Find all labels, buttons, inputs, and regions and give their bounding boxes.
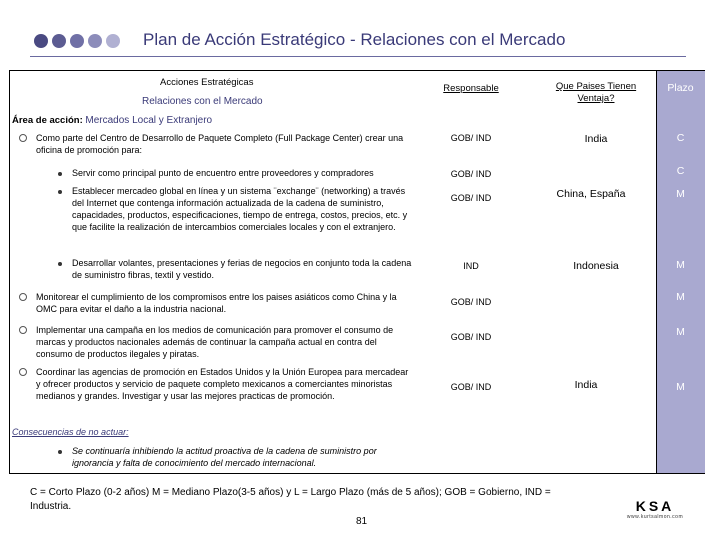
logo-subtext: www.kurtsalmon.com xyxy=(626,514,684,520)
table-row-responsable: GOB/ IND xyxy=(450,332,492,342)
table-row-pais: India xyxy=(584,133,608,145)
area-value: Mercados Local y Extranjero xyxy=(85,115,213,126)
consequences-text: Se continuaría inhibiendo la actitud proactiva de la cadena de suministro por ignorancia y falta de conocimiento del mercado internacional. xyxy=(72,446,377,468)
header-dot xyxy=(70,34,84,48)
row-marker-icon xyxy=(19,326,27,334)
bullet-icon xyxy=(58,262,62,266)
table-row-responsable: GOB/ IND xyxy=(450,382,492,392)
consequences-label: Consecuencias de no actuar: xyxy=(12,427,129,437)
table-row-text: Establecer mercadeo global en línea y un sistema ¨exchange¨ (networking) a través del Internet que contenga información actualizada de la cadena de suministro, capacidades, productos, especificaciones, tiempo de entrega, costos, precios, etc. y que facilite la realización de intercambios comerciales locales y con el extranjero. xyxy=(72,186,408,232)
page-number: 81 xyxy=(356,516,368,527)
col-header-plazo: Plazo xyxy=(667,82,694,94)
logo-text: KSA xyxy=(635,498,675,514)
header-dot xyxy=(106,34,120,48)
row-marker-icon xyxy=(19,134,27,142)
table-row-pais: India xyxy=(574,379,598,391)
page-title: Plan de Acción Estratégico - Relaciones con el Mercado xyxy=(143,30,566,49)
table-row-text: Desarrollar volantes, presentaciones y ferias de negocios en conjunto toda la cadena de suministro fibras, textil y vestido. xyxy=(72,258,412,280)
table-row-plazo: M xyxy=(676,326,685,338)
section-subtitle: Relaciones con el Mercado xyxy=(142,96,263,107)
table-row-text: Coordinar las agencias de promoción en Estados Unidos y la Unión Europea para mercadear y ofrecer productos y servicio de paquete completo mexicanos a comerciantes minoristas medianos y grandes. Investigar y usar las mejores practicas de promoción. xyxy=(36,367,409,401)
table-row-responsable: GOB/ IND xyxy=(450,297,492,307)
table-row-responsable: IND xyxy=(463,261,479,271)
col-header-responsable: Responsable xyxy=(443,83,499,94)
ksa-logo xyxy=(624,498,686,520)
bullet-icon xyxy=(58,450,62,454)
row-marker-icon xyxy=(19,293,27,301)
table-row-text: Servir como principal punto de encuentro entre proveedores y compradores xyxy=(72,168,374,178)
area-label-text: Área de acción: xyxy=(12,115,83,126)
table-row-text: Implementar una campaña en los medios de comunicación para promover el consumo de marcas y productos nacionales además de continuar la campaña actual en contra del consumo de productos ilegales y piratas. xyxy=(36,325,394,359)
table-row-plazo: M xyxy=(676,259,685,271)
bullet-icon xyxy=(58,172,62,176)
title-divider xyxy=(30,56,686,57)
table-row-plazo: C xyxy=(676,132,685,144)
header-dots xyxy=(34,34,120,48)
table-row-pais: China, España xyxy=(556,188,626,200)
table-row-plazo: M xyxy=(676,291,685,303)
table-row-plazo: M xyxy=(676,381,685,393)
header-dot xyxy=(88,34,102,48)
bullet-icon xyxy=(58,190,62,194)
action-plan-table xyxy=(9,70,705,474)
table-row-plazo: M xyxy=(676,188,685,200)
header-dot xyxy=(52,34,66,48)
legend-text: C = Corto Plazo (0-2 años) M = Mediano Plazo(3-5 años) y L = Largo Plazo (más de 5 años); GOB = Gobierno, IND = Industria. xyxy=(30,487,551,512)
table-row-responsable: GOB/ IND xyxy=(450,169,492,179)
header-dot xyxy=(34,34,48,48)
table-row-responsable: GOB/ IND xyxy=(450,193,492,203)
table-row-pais: Indonesia xyxy=(573,260,619,272)
row-marker-icon xyxy=(19,368,27,376)
table-row-responsable: GOB/ IND xyxy=(450,133,492,143)
table-row-plazo: C xyxy=(676,165,685,177)
col-header-acciones: Acciones Estratégicas xyxy=(160,77,254,88)
col-header-paises: Que Paises Tienen Ventaja? xyxy=(555,81,637,104)
area-label xyxy=(12,115,212,126)
table-row-text: Monitorear el cumplimiento de los compromisos entre los paises asiáticos como China y la OMC para evitar el daño a la industria nacional. xyxy=(36,292,397,314)
table-row-text: Como parte del Centro de Desarrollo de Paquete Completo (Full Package Center) crear una oficina de promoción para: xyxy=(36,133,404,155)
